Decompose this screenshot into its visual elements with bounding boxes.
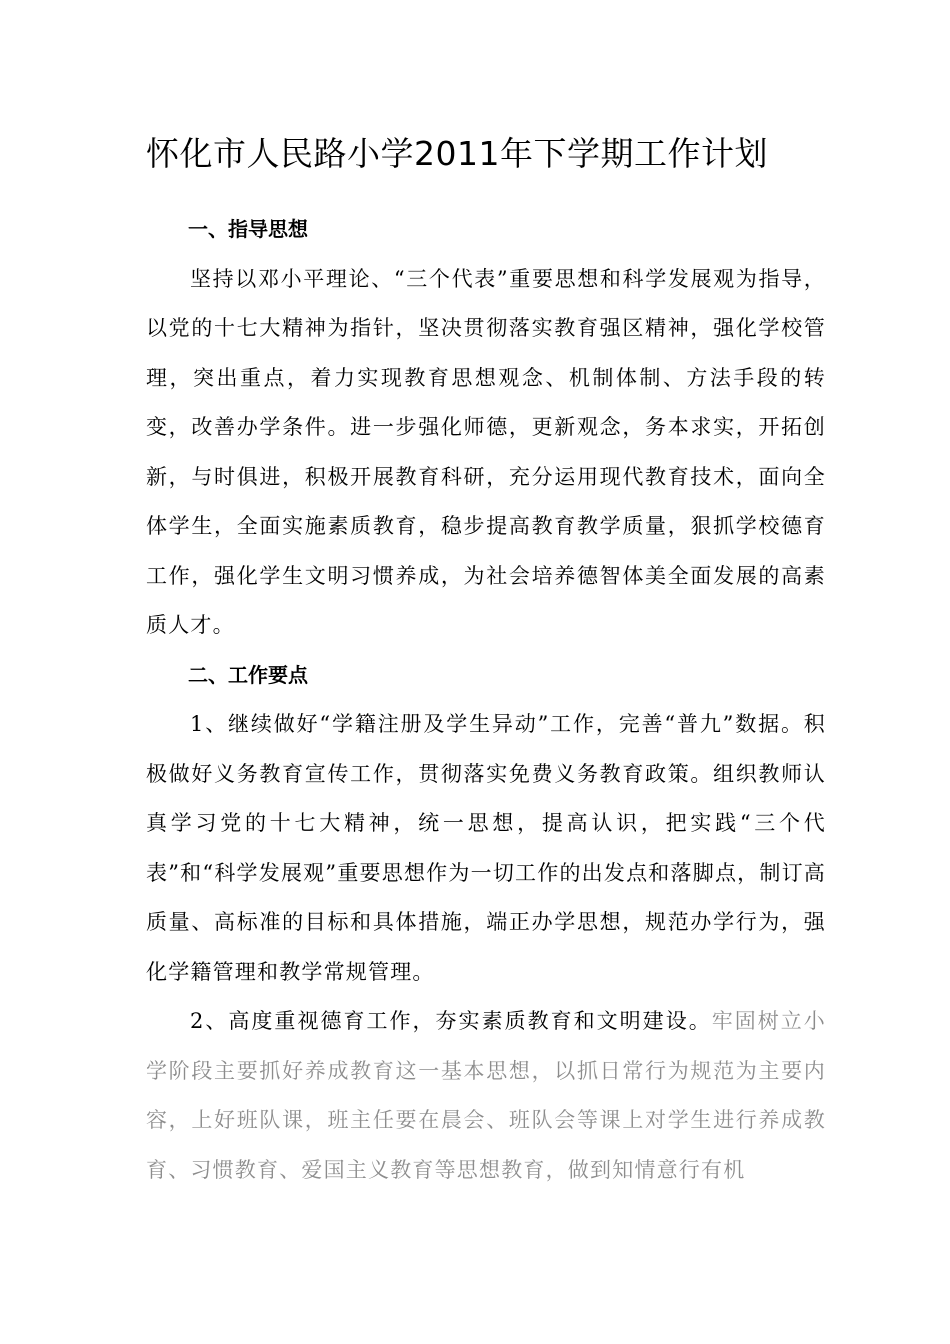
paragraph-work-item-2 bbox=[146, 997, 826, 1195]
paragraph-guiding-ideology: 坚持以邓小平理论、“三个代表”重要思想和科学发展观为指导，以党的十七大精神为指针，坚决贯彻落实教育强区精神，强化学校管理，突出重点，着力实现教育思想观念、机制体制、方法手段的转变，改善办学条件。进一步强化师德，更新观念，务本求实，开拓创新，与时俱进，积极开展教育科研，充分运用现代教育技术，面向全体学生，全面实施素质教育，稳步提高教育教学质量，狠抓学校德育工作，强化学生文明习惯养成，为社会培养德智体美全面发展的高素质人才。 bbox=[146, 266, 826, 637]
document-title: 怀化市人民路小学2011年下学期工作计划 bbox=[146, 134, 768, 173]
document-body bbox=[146, 205, 826, 1195]
work-item-2-lead: 2、高度重视德育工作，夯实素质教育和文明建设。 bbox=[190, 1009, 712, 1033]
section-heading-work-points: 二、工作要点 bbox=[188, 662, 308, 687]
paragraph-work-item-1: 1、继续做好“学籍注册及学生异动”工作，完善“普九”数据。积极做好义务教育宣传工作，贯彻落实免费义务教育政策。组织教师认真学习党的十七大精神，统一思想，提高认识，把实践“三个代表”和“科学发展观”重要思想作为一切工作的出发点和落脚点，制订高质量、高标准的目标和具体措施，端正办学思想，规范办学行为，强化学籍管理和教学常规管理。 bbox=[146, 712, 826, 984]
section-heading-guiding-ideology: 一、指导思想 bbox=[188, 217, 308, 241]
work-item-2-faded-text: 牢固树立小学阶段主要抓好养成教育这一基本思想，以抓日常行为规范为主要内容，上好班队课，班主任要在晨会、班队会等课上对学生进行养成教育、习惯教育、爱国主义教育等思想教育，做到知情意行有机 bbox=[146, 1009, 826, 1182]
